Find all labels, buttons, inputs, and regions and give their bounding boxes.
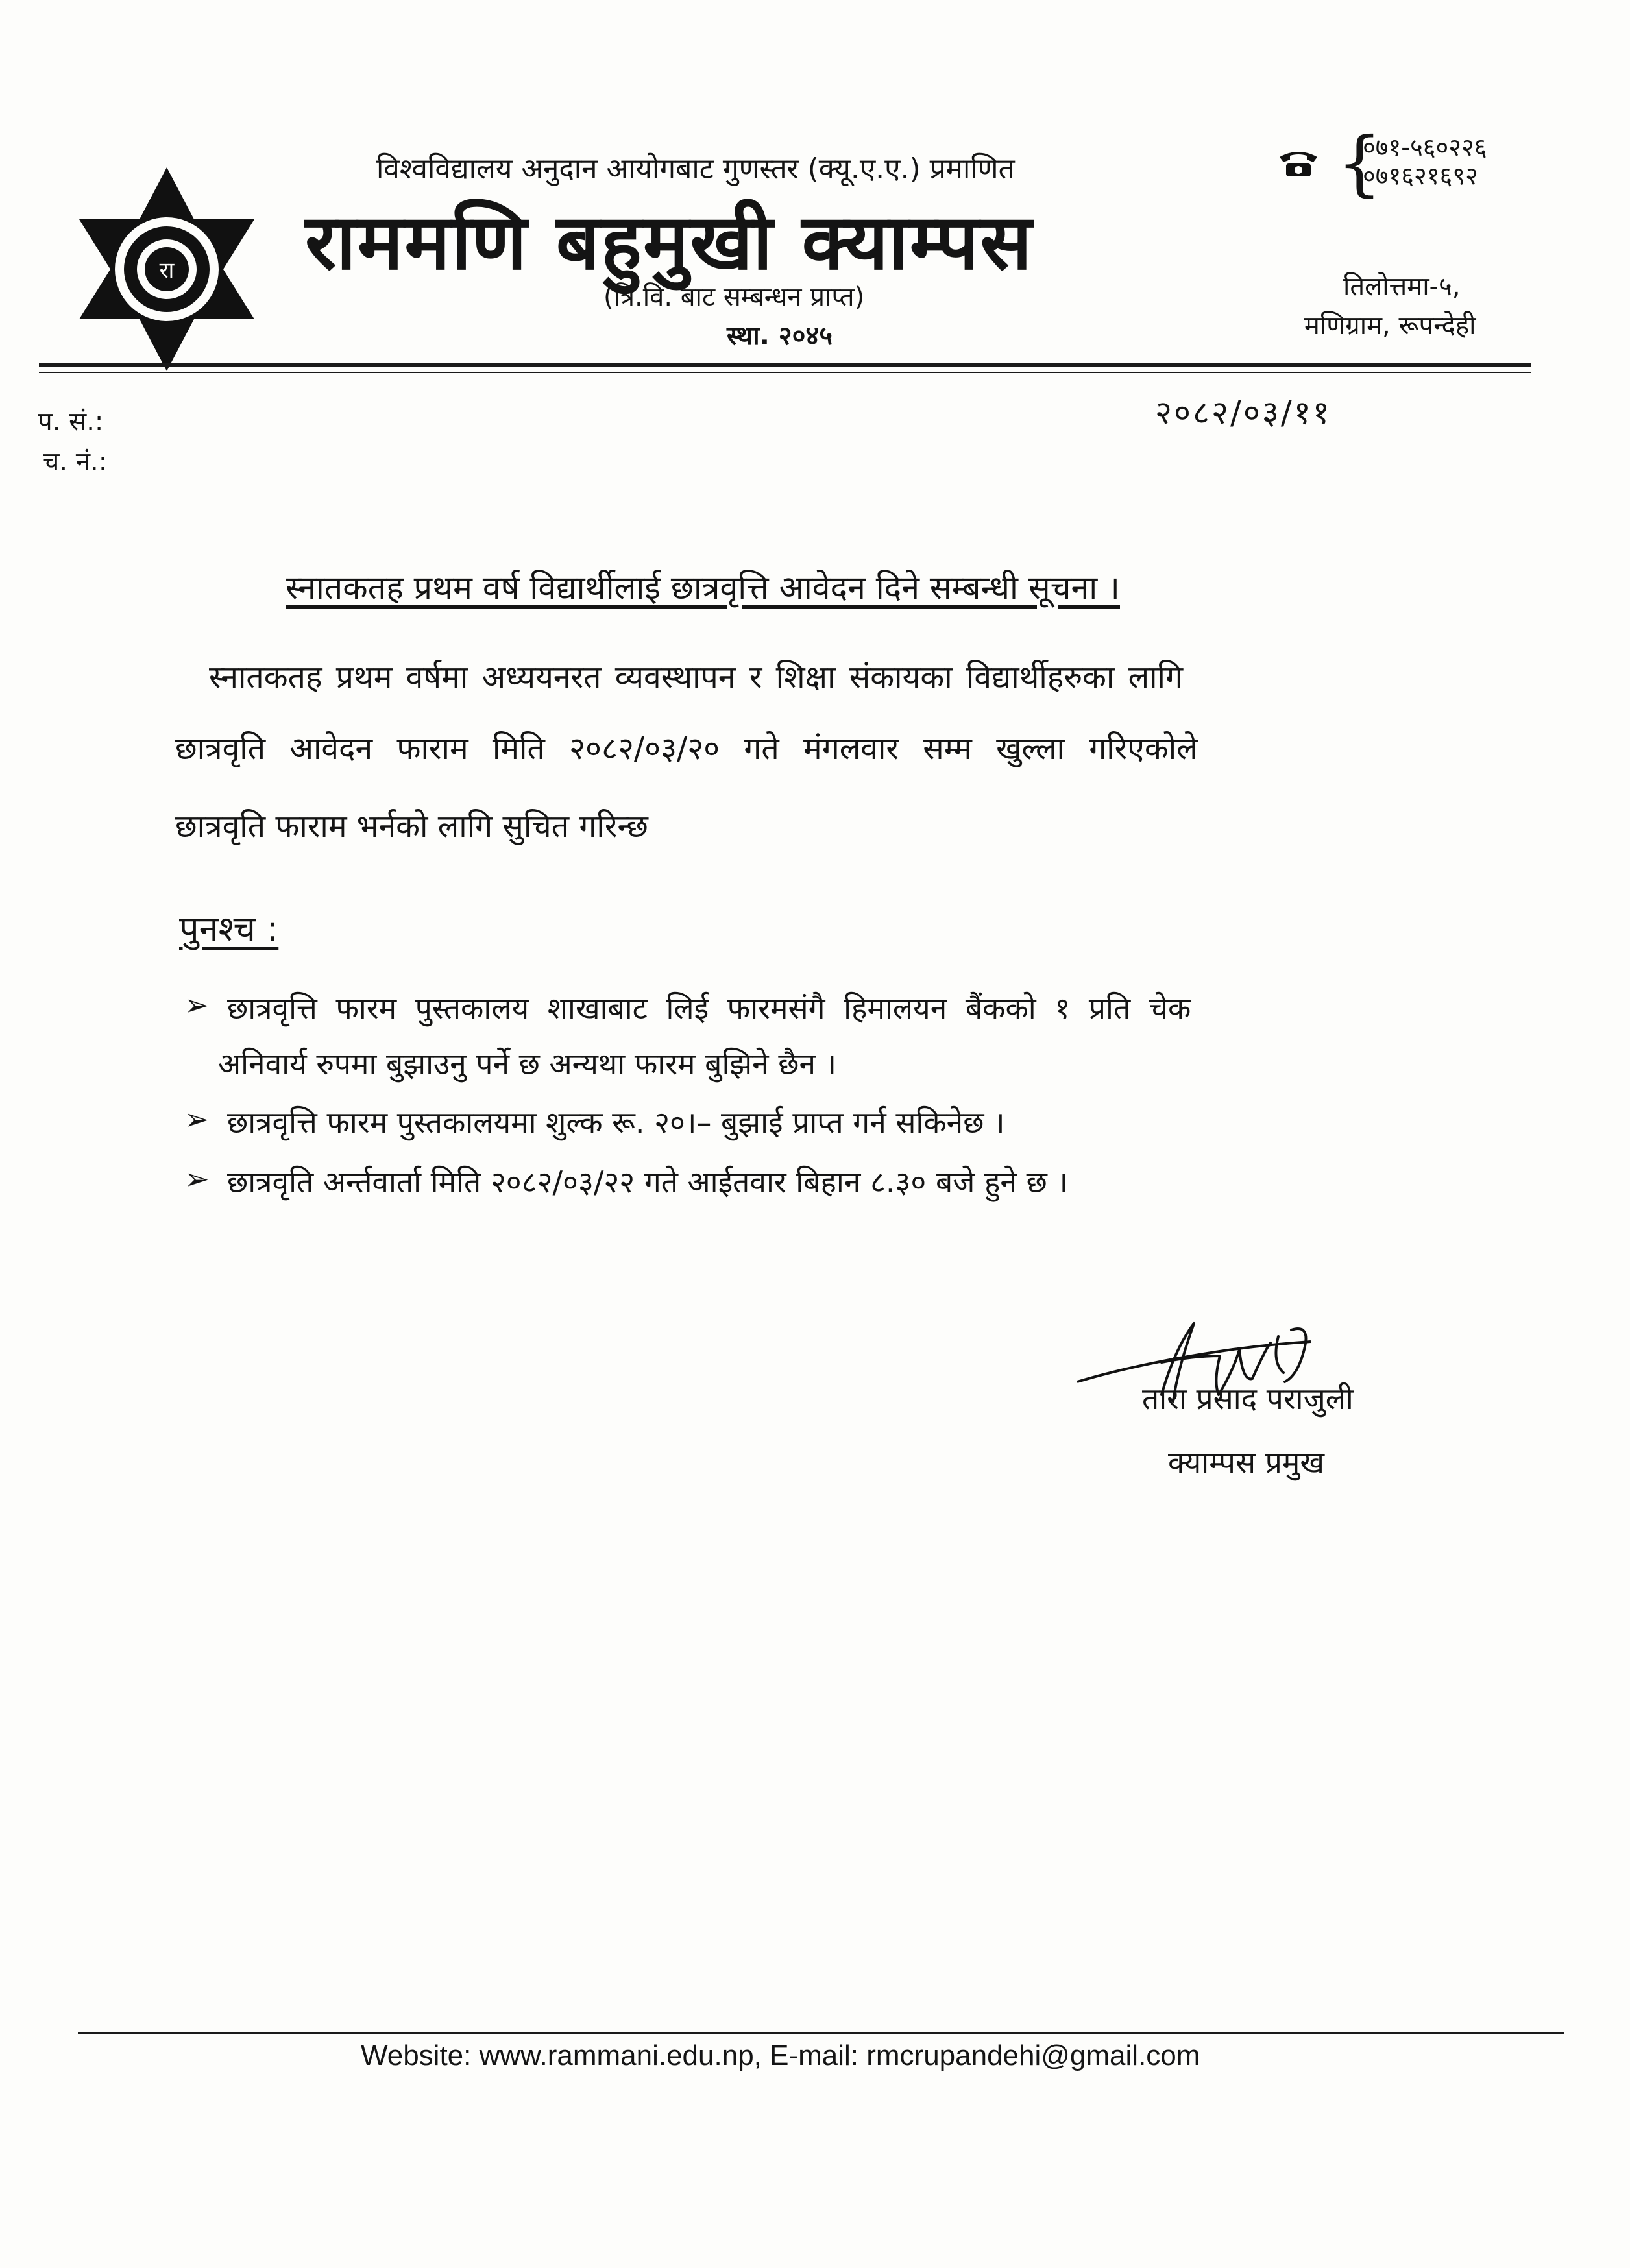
bullet-arrow-icon: ➢ <box>184 1161 210 1196</box>
bullet-item: छात्रवृति अर्न्तवार्ता मिति २०८२/०३/२२ गते आईतवार बिहान ८.३० बजे हुने छ । <box>227 1164 1068 1200</box>
campus-logo <box>60 162 274 376</box>
paragraph-line: छात्रवृति आवेदन फाराम मिति २०८२/०३/२० गते मंगलवार सम्म खुल्ला गरिएकोले <box>175 730 1198 767</box>
paragraph-line: स्नातकतह प्रथम वर्षमा अध्ययनरत व्यवस्थापन र शिक्षा संकायका विद्यार्थीहरुका लागि <box>209 659 1184 695</box>
phone-number-1: ०७१-५६०२२६ <box>1363 133 1487 162</box>
bullet-item: छात्रवृत्ति फारम पुस्तकालय शाखाबाट लिई फारमसंगै हिमालयन बैंकको १ प्रति चेक <box>227 991 1191 1026</box>
svg-text:रा: रा <box>159 258 175 284</box>
paragraph-line: छात्रवृति फाराम भर्नको लागि सुचित गरिन्छ <box>175 808 648 845</box>
affiliation-line: (त्रि.वि. बाट सम्बन्धन प्राप्त) <box>603 282 865 312</box>
established-year: स्था. २०४५ <box>727 321 833 351</box>
phone-brace: { <box>1337 121 1382 204</box>
bullet-arrow-icon: ➢ <box>184 1102 210 1137</box>
notice-title: स्नातकतह प्रथम वर्ष विद्यार्थीलाई छात्रवृत्ति आवेदन दिने सम्बन्धी सूचना । <box>286 569 1120 607</box>
accreditation-line: विश्वविद्यालय अनुदान आयोगबाट गुणस्तर (क्यू.ए.ए.) प्रमाणित <box>376 152 1015 186</box>
notice-date: २०८२/०३/११ <box>1155 394 1332 431</box>
bullet-item: छात्रवृत्ति फारम पुस्तकालयमा शुल्क रू. २०।– बुझाई प्राप्त गर्न सकिनेछ । <box>227 1105 1005 1140</box>
signatory-name: तारा प्रसाद पराजुली <box>1142 1381 1354 1416</box>
address-line-1: तिलोत्तमा-५, <box>1343 272 1461 302</box>
signatory-title: क्याम्पस प्रमुख <box>1168 1445 1325 1480</box>
reference-number-label: प. सं.: <box>38 407 104 437</box>
dispatch-number-label: च. नं.: <box>43 447 108 477</box>
footer-contact: Website: www.rammani.edu.np, E-mail: rmcrupandehi@gmail.com <box>361 2040 1200 2071</box>
postscript-heading: पुनश्च : <box>179 908 279 949</box>
bullet-arrow-icon: ➢ <box>184 987 210 1022</box>
phone-number-2: ०७१६२१६९२ <box>1363 162 1478 190</box>
address-line-2: मणिग्राम, रूपन्देही <box>1304 311 1476 341</box>
footer-divider <box>78 2032 1564 2034</box>
bullet-item-continuation: अनिवार्य रुपमा बुझाउनु पर्ने छ अन्यथा फारम बुझिने छैन । <box>218 1046 837 1081</box>
header-divider-thin <box>39 372 1531 373</box>
header-divider <box>39 363 1531 367</box>
campus-name: राममणि बहुमुखी क्याम्पस <box>305 197 1034 287</box>
telephone-icon <box>1277 147 1320 179</box>
